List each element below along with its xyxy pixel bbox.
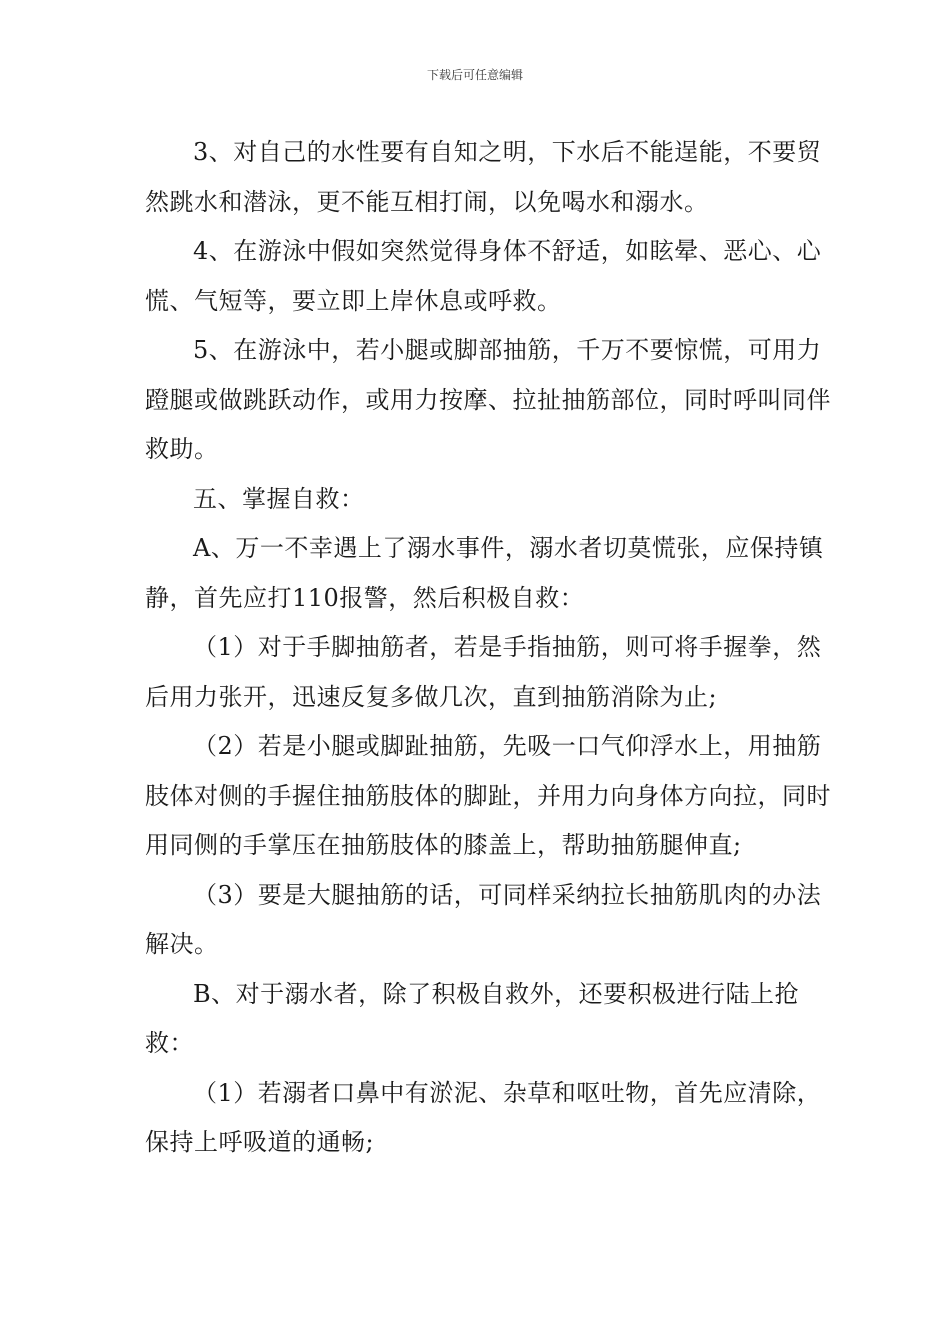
paragraph-b: B、对于溺水者，除了积极自救外，还要积极进行陆上抢救：	[145, 979, 800, 1057]
paragraph-a-3: （3）要是大腿抽筋的话，可同样采纳拉长抽筋肌肉的办法解决。	[145, 880, 822, 958]
section-heading: 五、掌握自救：	[193, 484, 365, 513]
document-body	[145, 128, 835, 1168]
paragraph-a-1: （1）对于手脚抽筋者，若是手指抽筋，则可将手握拳，然后用力张开，迅速反复多做几次，直到抽筋消除为止;	[145, 633, 822, 711]
paragraph-4: 4、在游泳中假如突然觉得身体不舒适，如眩晕、恶心、心慌、气短等，要立即上岸休息或呼救。	[145, 237, 822, 315]
paragraph-b-1: （1）若溺者口鼻中有淤泥、杂草和呕吐物，首先应清除，保持上呼吸道的通畅;	[145, 1078, 822, 1156]
paragraph-3: 3、对自己的水性要有自知之明，下水后不能逞能，不要贸然跳水和潜泳，更不能互相打闹，以免喝水和溺水。	[145, 138, 822, 216]
paragraph-5: 5、在游泳中，若小腿或脚部抽筋，千万不要惊慌，可用力蹬腿或做跳跃动作，或用力按摩、拉扯抽筋部位，同时呼叫同伴救助。	[145, 336, 831, 463]
paragraph-a: A、万一不幸遇上了溺水事件，溺水者切莫慌张，应保持镇静，首先应打110报警，然后积极自救：	[145, 534, 824, 612]
page-header: 下载后可任意编辑	[426, 68, 523, 82]
paragraph-a-2: （2）若是小腿或脚趾抽筋，先吸一口气仰浮水上，用抽筋肢体对侧的手握住抽筋肢体的脚趾，并用力向身体方向拉，同时用同侧的手掌压在抽筋肢体的膝盖上，帮助抽筋腿伸直;	[145, 732, 831, 859]
